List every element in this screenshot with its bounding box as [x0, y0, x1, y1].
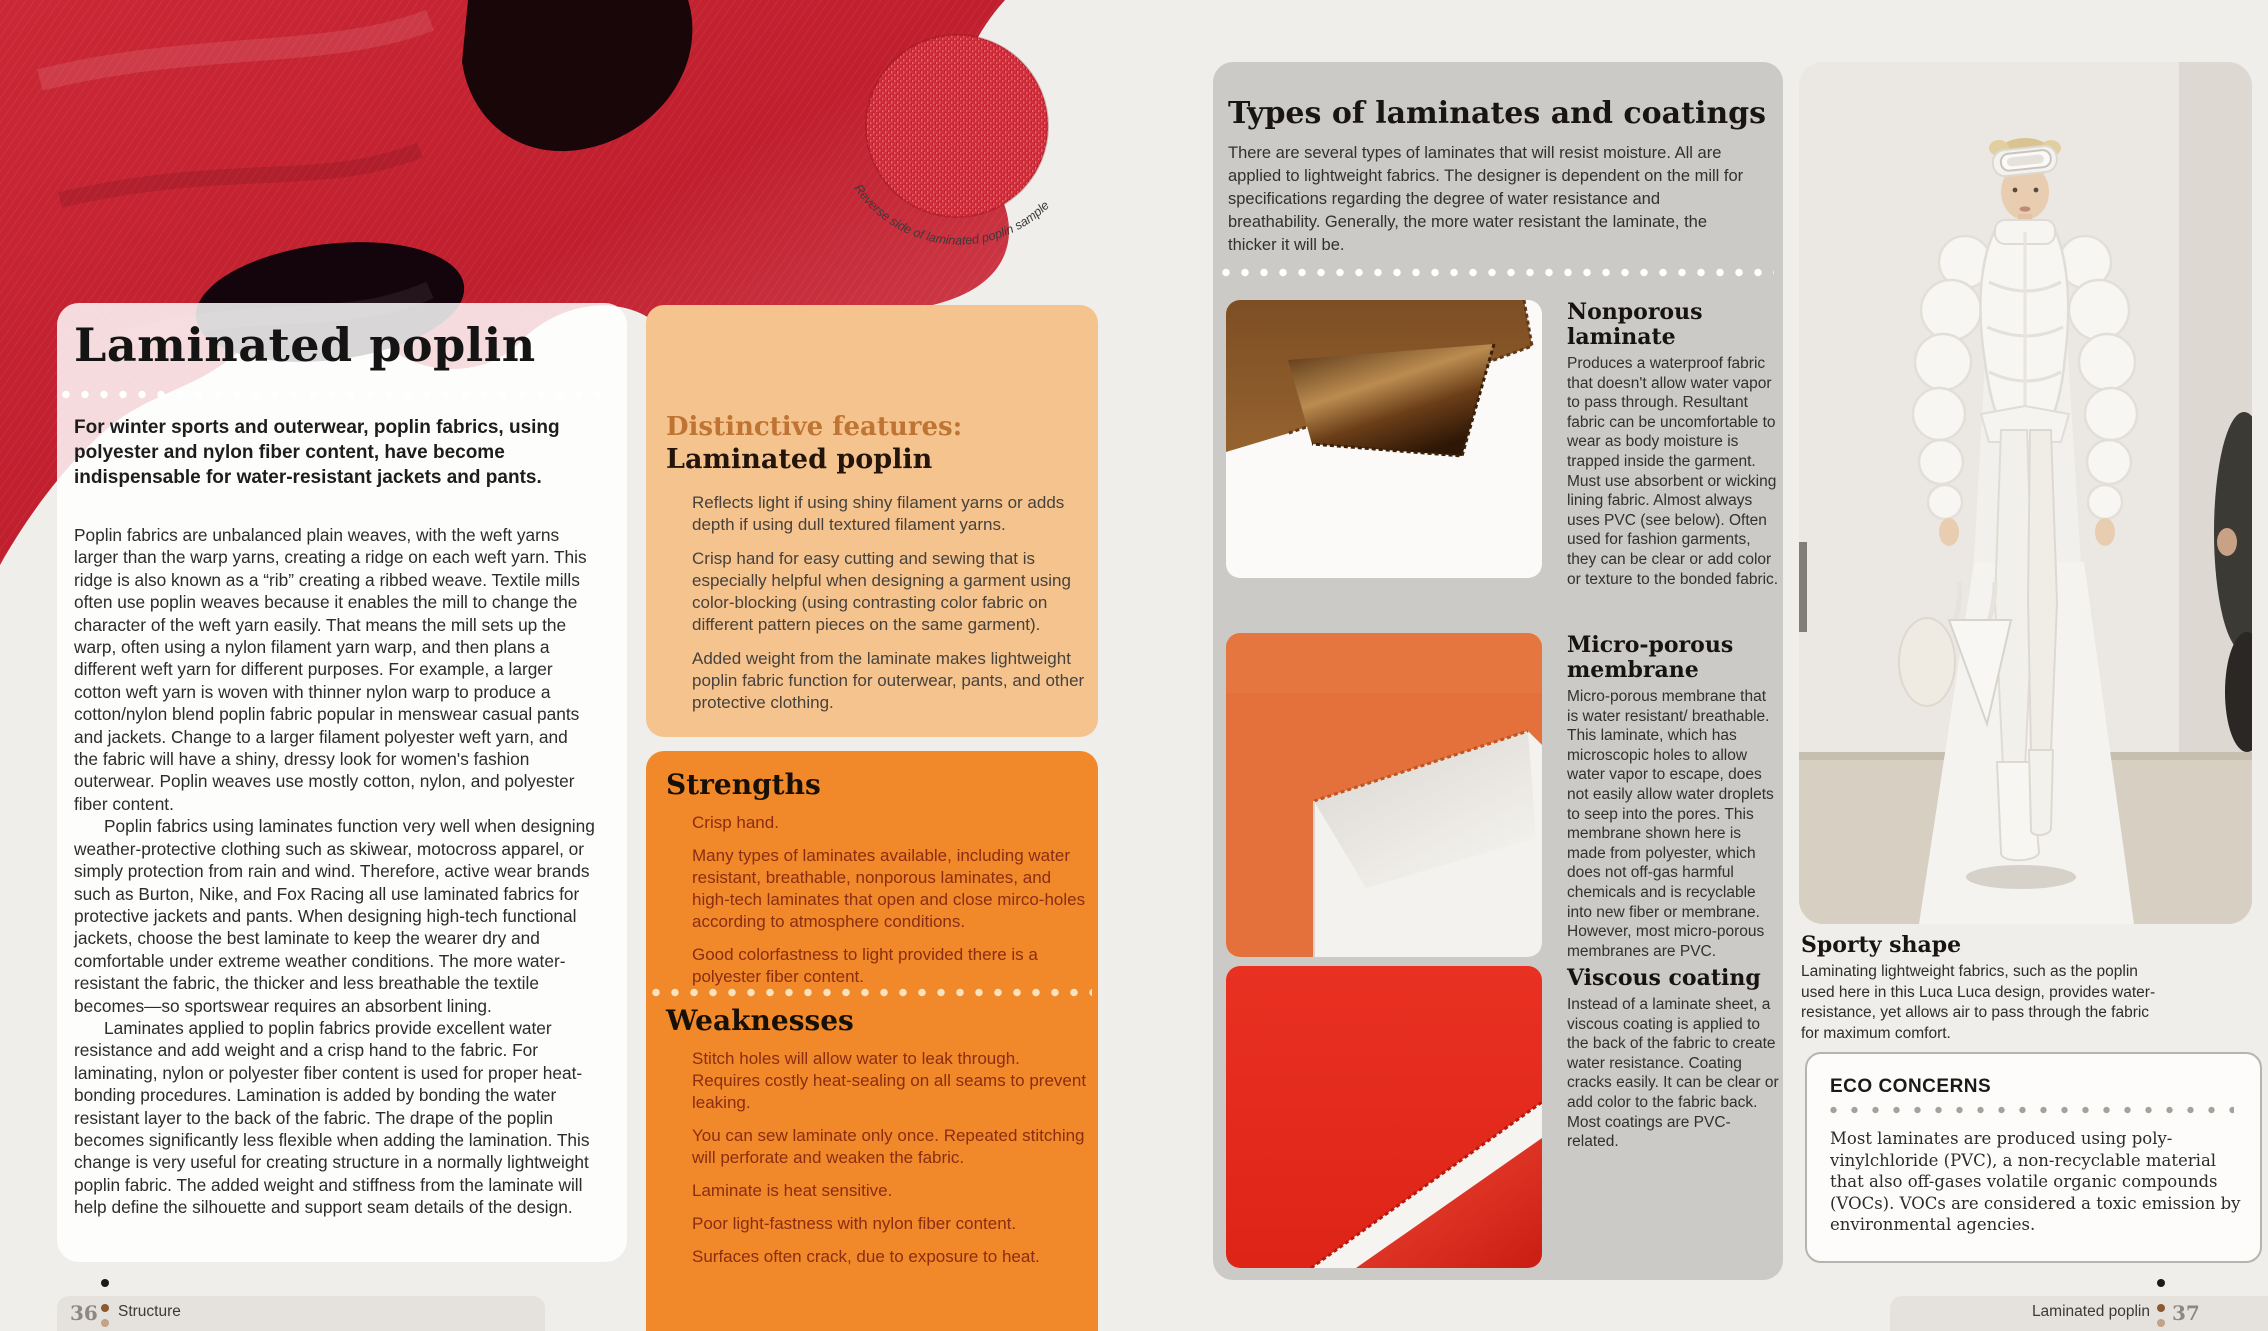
weakness-item: Laminate is heat sensitive.	[692, 1181, 893, 1200]
right-footer-section: Laminated poplin	[2031, 1303, 2150, 1320]
features-eyebrow: Distinctive features:	[666, 412, 963, 442]
weakness-item: You can sew laminate only once. Repeated stitching will perforate and weaken the fabric.	[692, 1126, 1085, 1167]
model-caption-text: Laminating lightweight fabrics, such as the poplin used here in this Luca Luca design, provides water-resistance, yet allows air to pass through the fabric for maximum comfort.	[1801, 963, 2156, 1042]
body-paragraph-1: Poplin fabrics are unbalanced plain weaves, with the weft yarns larger than the warp yarns, creating a ridge on each weft yarn. This ridge is also known as a “rib” creating a ribbed weave. Textile mills often use poplin weaves because it enables the mill to change the character of the weft yarn easily. That means the mill sets up the warp, often using a nylon filament yarn warp, and then plans a different weft yarn for different purposes. For example, a larger cotton weft yarn is woven with thinner nylon warp to produce a cotton/nylon blend poplin fabric popular in menswear casual pants and jackets. Change to a larger filament polyester weft yarn, and the fabric will have a shiny, dressy look for women's fashion outerwear. Poplin weaves use mostly cotton, nylon, and polyester fiber content.	[74, 525, 587, 814]
weakness-item: Poor light-fastness with nylon fiber content.	[692, 1214, 1017, 1233]
poplin-swatch-circle	[824, 22, 1114, 284]
microporous-membrane-photo	[1226, 633, 1542, 957]
weakness-item: Surfaces often crack, due to exposure to heat.	[692, 1247, 1040, 1266]
dotted-divider	[652, 988, 1092, 997]
viscous-coating-photo	[1226, 966, 1542, 1268]
feature-item: Reflects light if using shiny filament yarns or adds depth if using dull textured filament yarns.	[692, 493, 1065, 534]
left-page-number: 36	[70, 1301, 98, 1325]
runway-model-photo	[1799, 62, 2252, 924]
left-footer-section: Structure	[118, 1303, 181, 1320]
footer-dot-tan	[101, 1319, 109, 1327]
weaknesses-list	[692, 1048, 1090, 1279]
footer-dot-brown	[2157, 1304, 2165, 1312]
laminate-name: Micro-porous membrane	[1567, 632, 1734, 683]
dotted-divider	[1222, 268, 1774, 277]
weakness-item: Stitch holes will allow water to leak through. Requires costly heat-sealing on all seams to prevent leaking.	[692, 1049, 1087, 1112]
swatch-caption: Reverse side of laminated poplin sample	[851, 181, 1052, 248]
intro-paragraph: For winter sports and outerwear, poplin fabrics, using polyester and nylon fiber content, have become indispensable for water-resistant jackets and pants.	[74, 417, 560, 488]
nonporous-laminate-photo	[1226, 300, 1542, 578]
laminate-description: Produces a waterproof fabric that doesn't allow water vapor to pass through. Resultant fabric can be uncomfortable to wear as body moisture is trapped inside the garment. Must use absorbent or wicking lining fabric. Almost always uses PVC (see below). Often used for fashion garments, they can be clear or add color or texture to the bonded fabric.	[1567, 355, 1779, 588]
footer-dot-brown	[101, 1304, 109, 1312]
features-heading: Laminated poplin	[666, 444, 933, 475]
laminate-name: Nonporous laminate	[1567, 299, 1703, 350]
footer-dot-black	[101, 1279, 109, 1287]
laminates-heading: Types of laminates and coatings	[1228, 96, 1767, 131]
right-page-number: 37	[2172, 1301, 2200, 1325]
laminate-name: Viscous coating	[1567, 965, 1761, 991]
strength-item: Crisp hand.	[692, 813, 779, 832]
strengths-title: Strengths	[666, 768, 821, 801]
strength-item: Many types of laminates available, including water resistant, breathable, nonporous laminates, and high-tech laminates that open and close mirco-holes according to atmosphere conditions.	[692, 846, 1086, 931]
footer-dot-black	[2157, 1279, 2165, 1287]
page-title: Laminated poplin	[74, 318, 536, 372]
weaknesses-title: Weaknesses	[666, 1004, 854, 1037]
eco-concerns-text: Most laminates are produced using poly-vinylchloride (PVC), a non-recyclable material that also off-gases volatile organic compounds (VOCs). VOCs are considered a toxic emission by environmental agencies.	[1830, 1129, 2241, 1234]
laminate-description: Micro-porous membrane that is water resistant/ breathable. This laminate, which has microscopic holes to allow water vapor to escape, does not easily allow water droplets to seep into the pores. This membrane shown here is made from polyester, which does not off-gas harmful chemicals and is recyclable into new fiber or membrane. However, most micro-porous membranes are PVC.	[1567, 688, 1774, 960]
viscous-coating-entry	[1567, 966, 1779, 1152]
laminates-intro: There are several types of laminates that will resist moisture. All are applied to lightweight fabrics. The designer is dependent on the mill for specifications regarding the degree of water resistance and breathability. Generally, the more water resistant the laminate, the thicker it will be.	[1228, 144, 1744, 254]
strength-item: Good colorfastness to light provided there is a polyester fiber content.	[692, 945, 1038, 986]
feature-item: Crisp hand for easy cutting and sewing that is especially helpful when designing a garment using color-blocking (using contrasting color fabric on different pattern pieces on the same garment).	[692, 549, 1071, 634]
dotted-divider	[1830, 1106, 2234, 1115]
eco-concerns-title: ECO CONCERNS	[1830, 1076, 1992, 1097]
body-paragraph-3: Laminates applied to poplin fabrics provide excellent water resistance and add weight and a crisp hand to the fabric. For laminating, nylon or polyester fiber content is used for proper heat-bonding procedures. Lamination is added by bonding the water resistant layer to the back of the fabric. The drape of the poplin becomes significantly less flexible when adding the lamination. This change is very useful for creating structure in a normally lightweight poplin fabric. The added weight and stiffness from the laminate will help define the silhouette and support seam details of the design.	[74, 1017, 590, 1218]
feature-item: Added weight from the laminate makes lightweight poplin fabric function for outerwear, pants, and other protective clothing.	[692, 649, 1085, 712]
model-caption-title: Sporty shape	[1801, 932, 1962, 958]
strengths-list	[692, 812, 1090, 999]
dotted-divider	[62, 390, 615, 399]
laminate-description: Instead of a laminate sheet, a viscous coating is applied to the back of the fabric to create water resistance. Coating cracks easily. It can be clear or add color to the fabric back. Most coatings are PVC-related.	[1567, 996, 1779, 1151]
microporous-membrane-entry	[1567, 633, 1779, 961]
nonporous-laminate-entry	[1567, 300, 1779, 589]
features-list	[692, 492, 1092, 726]
body-text	[74, 524, 596, 1219]
footer-dot-tan	[2157, 1319, 2165, 1327]
body-paragraph-2: Poplin fabrics using laminates function very well when designing weather-protective clothing such as skiwear, motocross apparel, or simply protection from rain and wind. Therefore, active wear brands such as Burton, Nike, and Fox Racing all use laminated fabrics for protective jackets and pants. When designing high-tech functional jackets, choose the best laminate to keep the wearer dry and comfortable under extreme weather conditions. The more water-resistant the fabric, the thicker and less breathable the textile becomes—so sportswear requires an absorbent lining.	[74, 816, 595, 1016]
